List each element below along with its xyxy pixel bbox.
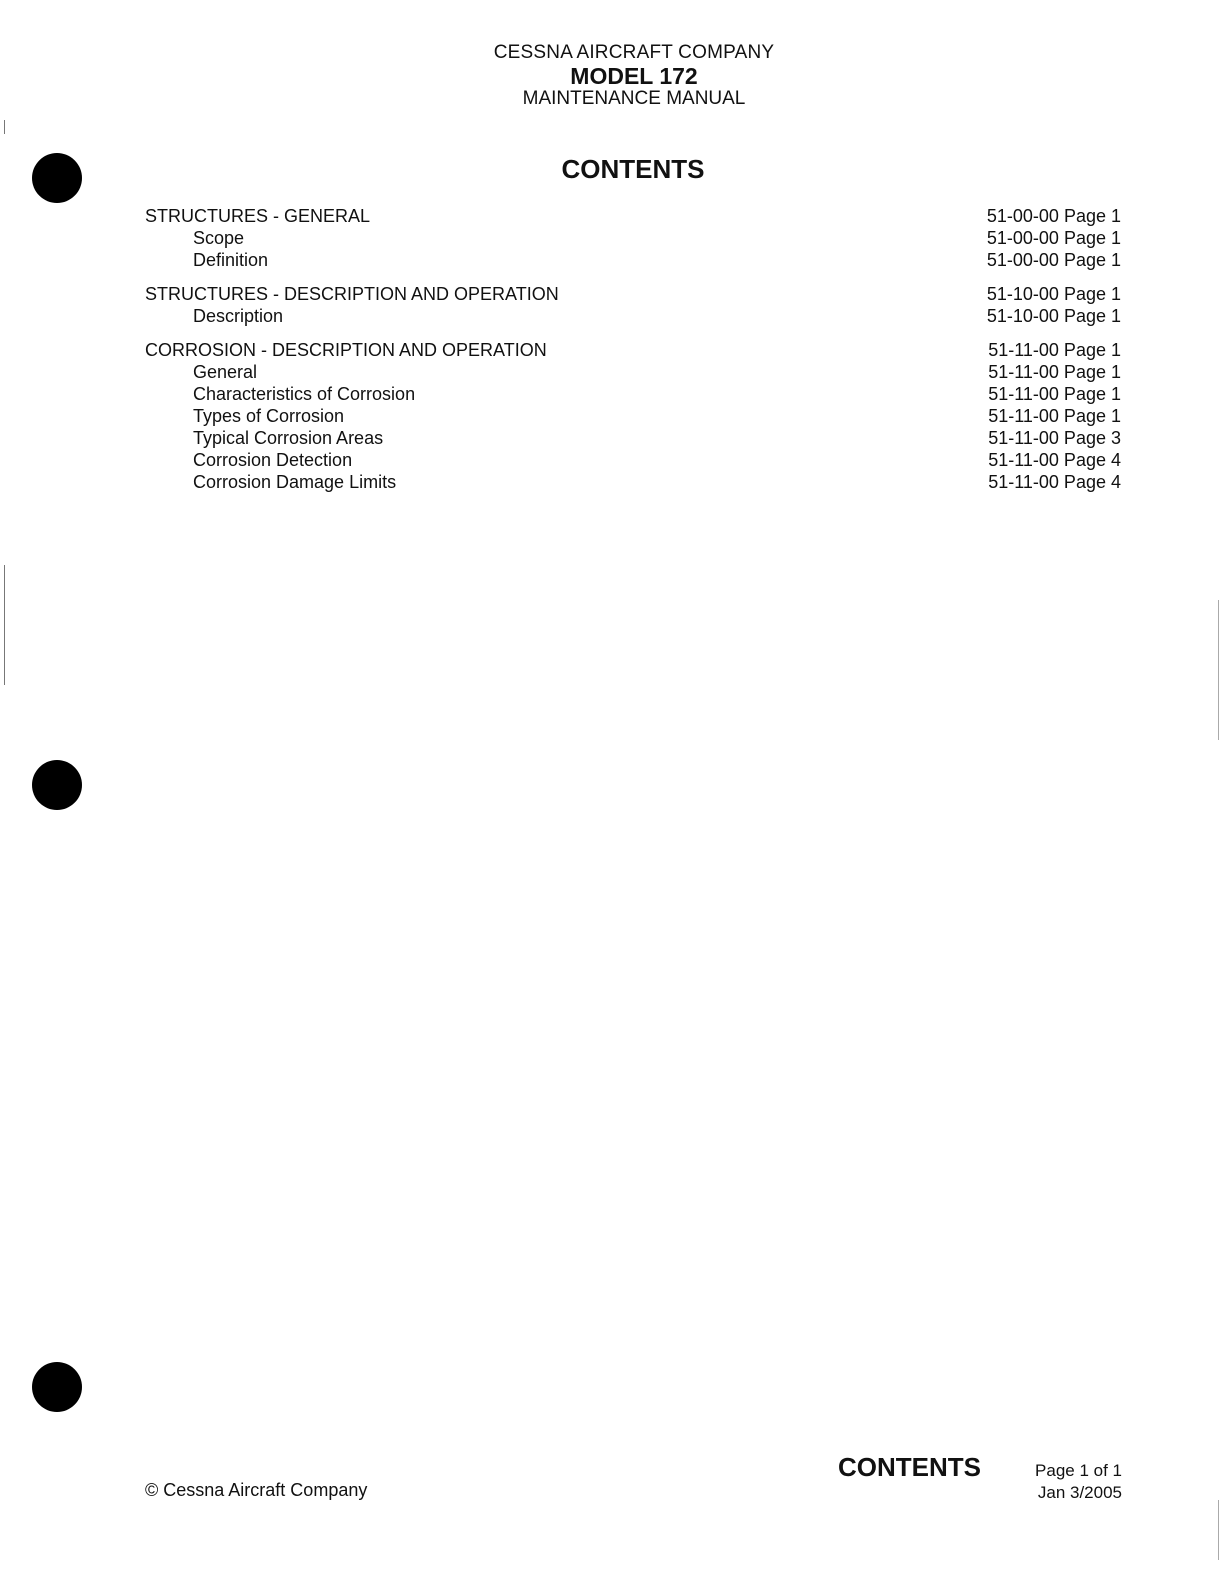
footer-page-number: Page 1 of 1 bbox=[1035, 1461, 1122, 1480]
toc-entry-label: CORROSION - DESCRIPTION AND OPERATION bbox=[145, 340, 551, 360]
toc-entry-page: 51-10-00 Page 1 bbox=[986, 284, 1121, 304]
toc-group bbox=[145, 205, 1121, 271]
toc-entry-label: Scope bbox=[193, 228, 248, 248]
toc-group bbox=[145, 339, 1121, 493]
manual-name: MAINTENANCE MANUAL bbox=[522, 88, 746, 109]
toc-leader bbox=[145, 339, 910, 361]
toc-leader bbox=[193, 305, 910, 327]
toc-entry-page: 51-11-00 Page 1 bbox=[988, 406, 1121, 426]
toc-leader bbox=[193, 405, 910, 427]
toc-entry[interactable] bbox=[145, 227, 1121, 249]
toc-leader bbox=[193, 227, 910, 249]
toc-entry-label: Corrosion Damage Limits bbox=[193, 472, 400, 492]
toc-entry-page: 51-10-00 Page 1 bbox=[986, 306, 1121, 326]
footer-date: Jan 3/2005 bbox=[1037, 1483, 1122, 1502]
toc-entry-label: STRUCTURES - DESCRIPTION AND OPERATION bbox=[145, 284, 563, 304]
model-name: MODEL 172 bbox=[570, 63, 698, 89]
toc-entry[interactable] bbox=[145, 449, 1121, 471]
toc-entry[interactable] bbox=[145, 427, 1121, 449]
toc-leader bbox=[193, 471, 910, 493]
page-title: CONTENTS bbox=[561, 154, 705, 184]
toc-entry-label: Types of Corrosion bbox=[193, 406, 348, 426]
punch-hole-middle bbox=[32, 760, 82, 810]
toc-group bbox=[145, 283, 1121, 327]
toc-entry[interactable] bbox=[145, 249, 1121, 271]
scan-edge-mark bbox=[4, 120, 5, 134]
scan-edge-mark bbox=[4, 565, 5, 685]
toc-leader bbox=[193, 383, 910, 405]
company-name: CESSNA AIRCRAFT COMPANY bbox=[493, 42, 775, 63]
toc-entry-page: 51-11-00 Page 3 bbox=[988, 428, 1121, 448]
toc-entry[interactable] bbox=[145, 283, 1121, 305]
toc-entry[interactable] bbox=[145, 405, 1121, 427]
toc-entry-label: Description bbox=[193, 306, 287, 326]
toc-entry-page: 51-00-00 Page 1 bbox=[986, 206, 1121, 226]
toc-entry-page: 51-11-00 Page 4 bbox=[988, 450, 1121, 470]
toc-entry[interactable] bbox=[145, 205, 1121, 227]
table-of-contents bbox=[145, 205, 1121, 505]
copyright-notice: © Cessna Aircraft Company bbox=[145, 1480, 368, 1500]
toc-entry-page: 51-00-00 Page 1 bbox=[986, 228, 1121, 248]
toc-entry-label: Definition bbox=[193, 250, 272, 270]
toc-leader bbox=[145, 205, 910, 227]
toc-entry[interactable] bbox=[145, 339, 1121, 361]
toc-entry-label: STRUCTURES - GENERAL bbox=[145, 206, 374, 226]
footer-section-title: CONTENTS bbox=[838, 1452, 981, 1482]
toc-leader bbox=[193, 449, 910, 471]
toc-entry-page: 51-00-00 Page 1 bbox=[986, 250, 1121, 270]
toc-entry-page: 51-11-00 Page 1 bbox=[988, 340, 1121, 360]
footer-page-info bbox=[1035, 1460, 1122, 1504]
scan-edge-mark bbox=[1218, 1500, 1219, 1560]
toc-entry-page: 51-11-00 Page 1 bbox=[988, 362, 1121, 382]
toc-entry-label: Characteristics of Corrosion bbox=[193, 384, 419, 404]
toc-entry-label: General bbox=[193, 362, 261, 382]
toc-entry[interactable] bbox=[145, 383, 1121, 405]
toc-leader bbox=[145, 283, 910, 305]
toc-entry[interactable] bbox=[145, 305, 1121, 327]
toc-entry-label: Typical Corrosion Areas bbox=[193, 428, 387, 448]
toc-entry-page: 51-11-00 Page 4 bbox=[988, 472, 1121, 492]
toc-leader bbox=[193, 427, 910, 449]
toc-entry[interactable] bbox=[145, 361, 1121, 383]
toc-entry-page: 51-11-00 Page 1 bbox=[988, 384, 1121, 404]
toc-leader bbox=[193, 249, 910, 271]
punch-hole-bottom bbox=[32, 1362, 82, 1412]
document-header bbox=[0, 42, 1228, 110]
toc-leader bbox=[193, 361, 910, 383]
toc-entry[interactable] bbox=[145, 471, 1121, 493]
toc-entry-label: Corrosion Detection bbox=[193, 450, 356, 470]
scan-edge-mark bbox=[1218, 600, 1219, 740]
